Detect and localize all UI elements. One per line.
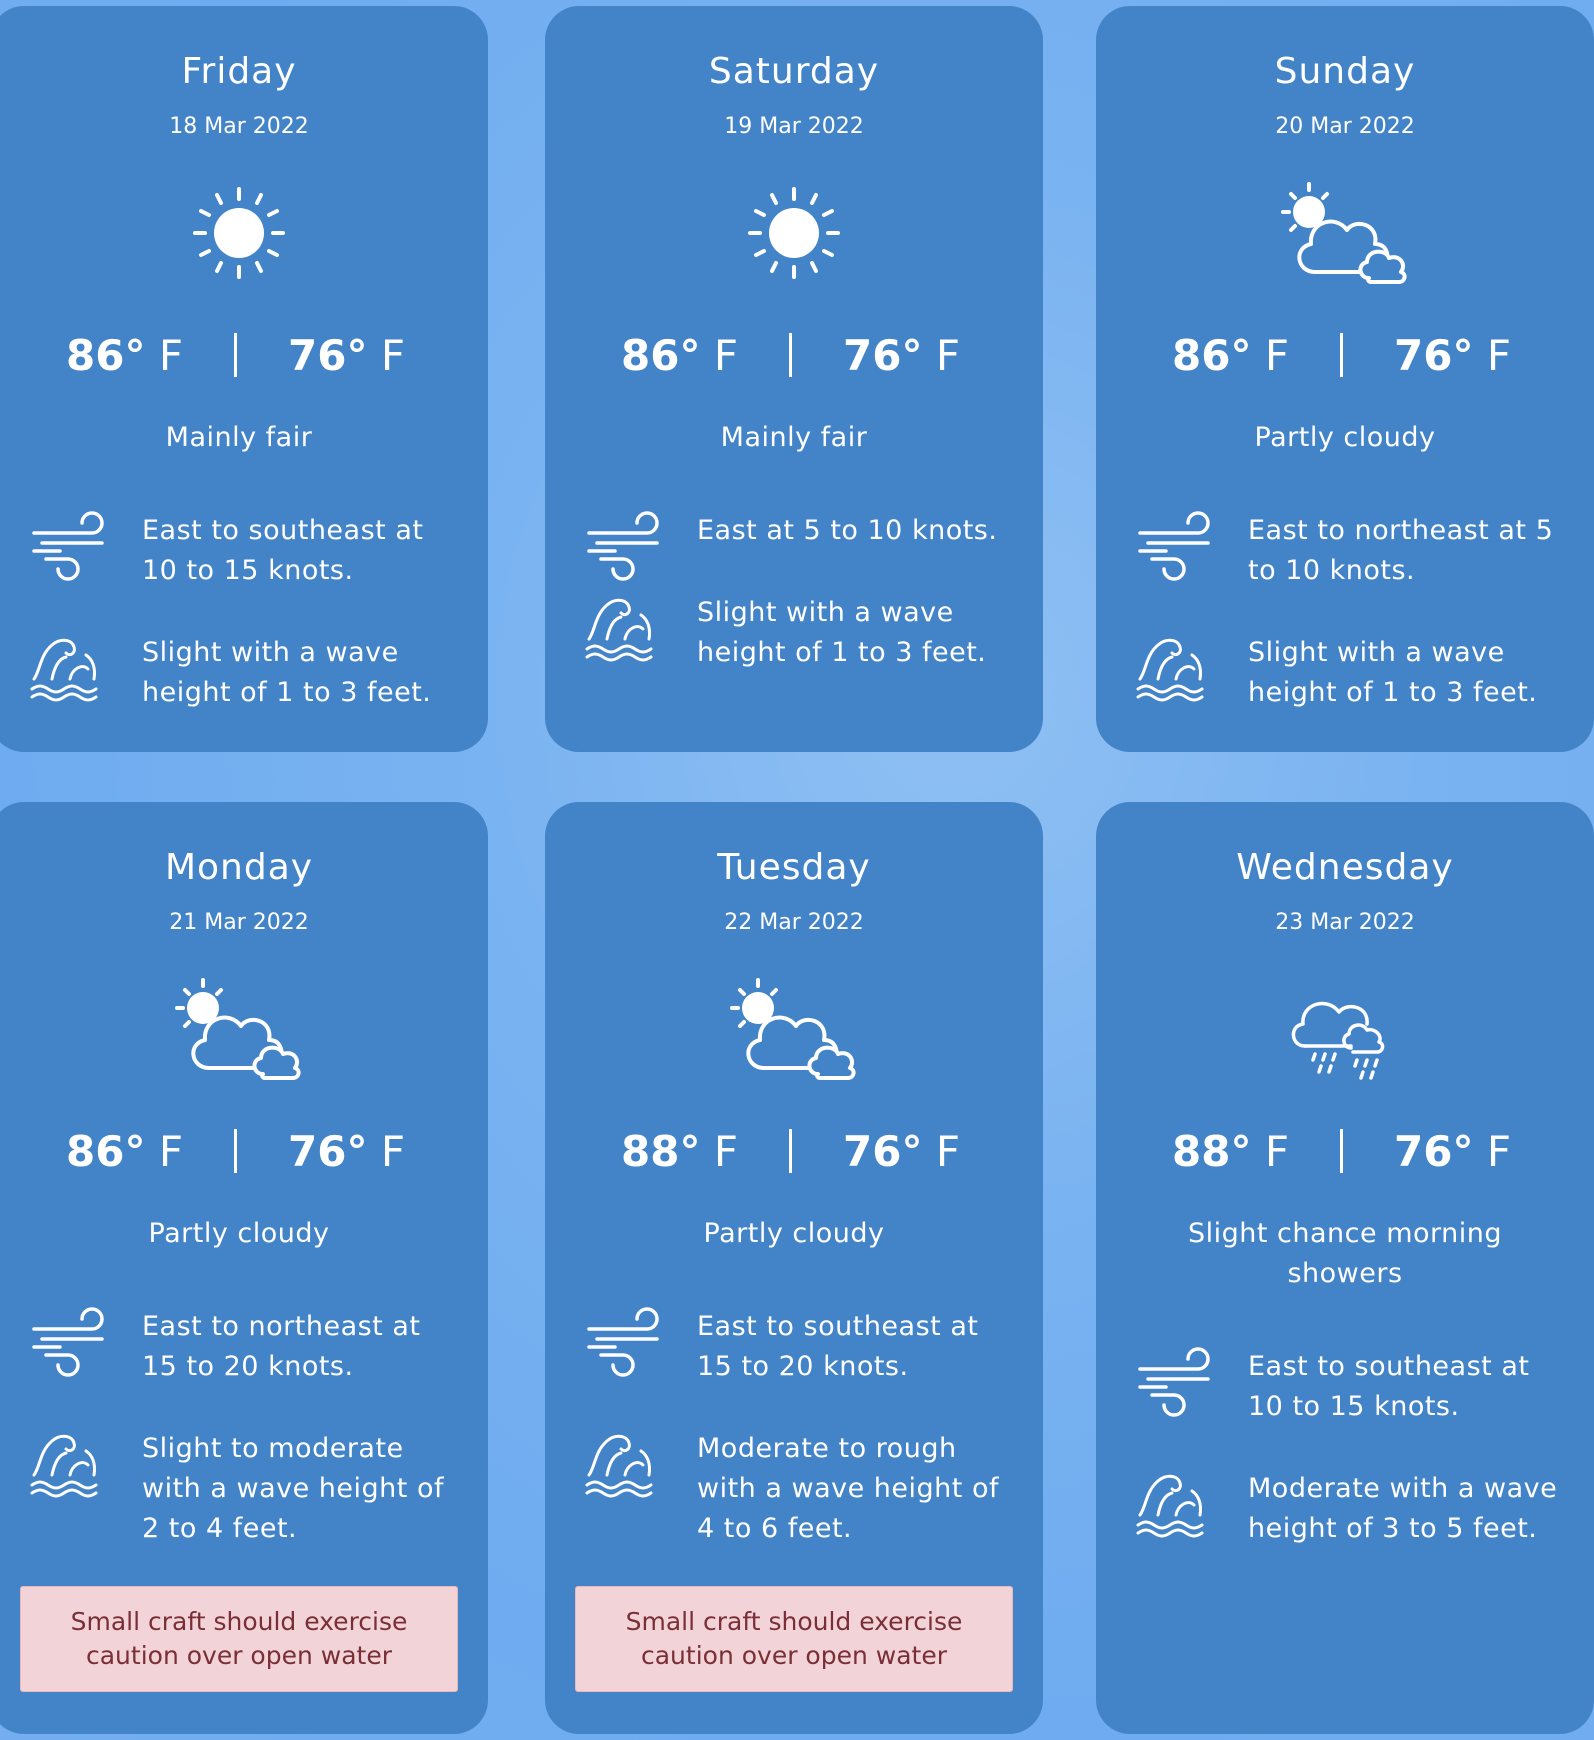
temp-divider: [789, 333, 792, 377]
waves-row: [585, 593, 1013, 673]
waves-text: Slight with a wave height of 1 to 3 feet.: [1248, 637, 1538, 708]
temperature-range: [0, 1127, 488, 1177]
rain-showers-icon: [1096, 974, 1594, 1084]
wind-text: East to southeast at 15 to 20 knots.: [697, 1311, 979, 1382]
wind-icon: [585, 511, 665, 585]
wind-row: [30, 1307, 458, 1387]
low-temp: 76° F: [1394, 331, 1511, 380]
waves-icon: [1136, 1469, 1216, 1543]
forecast-card-saturday: [545, 6, 1043, 752]
wind-text: East to northeast at 5 to 10 knots.: [1248, 515, 1554, 586]
temperature-range: [545, 1127, 1043, 1177]
small-craft-warning: Small craft should exercise caution over open water: [575, 1586, 1013, 1692]
day-name: Monday: [164, 847, 314, 888]
high-temp: 86° F: [66, 1127, 183, 1176]
condition-text: Partly cloudy: [703, 1218, 885, 1249]
partly-cloudy-icon: [1096, 178, 1594, 288]
forecast-date: 18 Mar 2022: [169, 114, 309, 139]
condition-text: Slight chance morning showers: [1187, 1218, 1503, 1289]
high-temp: 88° F: [1172, 1127, 1289, 1176]
wind-text: East to northeast at 15 to 20 knots.: [142, 1311, 421, 1382]
wind-row: [585, 1307, 1013, 1387]
temp-divider: [234, 1129, 237, 1173]
wind-row: [585, 511, 1013, 591]
temp-divider: [789, 1129, 792, 1173]
small-craft-warning: Small craft should exercise caution over open water: [20, 1586, 458, 1692]
condition-text: Mainly fair: [720, 422, 868, 453]
sun-icon: [0, 178, 488, 288]
wind-row: [1136, 511, 1564, 591]
waves-row: [1136, 633, 1564, 713]
low-temp: 76° F: [843, 1127, 960, 1176]
waves-icon: [30, 1429, 110, 1503]
low-temp: 76° F: [288, 1127, 405, 1176]
wind-icon: [585, 1307, 665, 1381]
wind-text: East to southeast at 10 to 15 knots.: [142, 515, 424, 586]
high-temp: 86° F: [621, 331, 738, 380]
waves-text: Slight with a wave height of 1 to 3 feet.: [142, 637, 432, 708]
waves-row: [585, 1429, 1013, 1544]
low-temp: 76° F: [843, 331, 960, 380]
wind-icon: [1136, 1347, 1216, 1421]
temp-divider: [234, 333, 237, 377]
day-name: Saturday: [708, 51, 880, 92]
waves-icon: [30, 633, 110, 707]
forecast-card-tuesday: [545, 802, 1043, 1734]
wind-icon: [30, 511, 110, 585]
day-name: Friday: [181, 51, 297, 92]
waves-text: Slight with a wave height of 1 to 3 feet.: [697, 597, 987, 668]
low-temp: 76° F: [1394, 1127, 1511, 1176]
temperature-range: [1096, 1127, 1594, 1177]
waves-icon: [585, 593, 665, 667]
condition-text: Partly cloudy: [1254, 422, 1436, 453]
forecast-date: 19 Mar 2022: [724, 114, 864, 139]
waves-icon: [585, 1429, 665, 1503]
high-temp: 86° F: [66, 331, 183, 380]
forecast-date: 22 Mar 2022: [724, 910, 864, 935]
forecast-date: 21 Mar 2022: [169, 910, 309, 935]
day-name: Sunday: [1274, 51, 1416, 92]
waves-text: Moderate to rough with a wave height of 4 to 6 feet.: [697, 1433, 999, 1544]
waves-text: Moderate with a wave height of 3 to 5 feet.: [1248, 1473, 1558, 1544]
partly-cloudy-icon: [545, 974, 1043, 1084]
low-temp: 76° F: [288, 331, 405, 380]
forecast-date: 23 Mar 2022: [1275, 910, 1415, 935]
temp-divider: [1340, 333, 1343, 377]
forecast-date: 20 Mar 2022: [1275, 114, 1415, 139]
waves-icon: [1136, 633, 1216, 707]
condition-text: Partly cloudy: [148, 1218, 330, 1249]
wind-row: [30, 511, 458, 591]
waves-text: Slight to moderate with a wave height of 2 to 4 feet.: [142, 1433, 444, 1544]
partly-cloudy-icon: [0, 974, 488, 1084]
condition-text: Mainly fair: [165, 422, 313, 453]
wind-text: East to southeast at 10 to 15 knots.: [1248, 1351, 1530, 1422]
sun-icon: [545, 178, 1043, 288]
temperature-range: [0, 331, 488, 381]
day-name: Wednesday: [1236, 847, 1454, 888]
waves-row: [30, 1429, 458, 1544]
forecast-card-monday: [0, 802, 488, 1734]
forecast-card-sunday: [1096, 6, 1594, 752]
temperature-range: [1096, 331, 1594, 381]
temperature-range: [545, 331, 1043, 381]
high-temp: 86° F: [1172, 331, 1289, 380]
day-name: Tuesday: [717, 847, 871, 888]
wind-icon: [1136, 511, 1216, 585]
waves-row: [30, 633, 458, 713]
forecast-card-friday: [0, 6, 488, 752]
wind-row: [1136, 1347, 1564, 1427]
wind-icon: [30, 1307, 110, 1381]
forecast-card-wednesday: [1096, 802, 1594, 1734]
high-temp: 88° F: [621, 1127, 738, 1176]
wind-text: East at 5 to 10 knots.: [697, 515, 998, 546]
temp-divider: [1340, 1129, 1343, 1173]
waves-row: [1136, 1469, 1564, 1549]
